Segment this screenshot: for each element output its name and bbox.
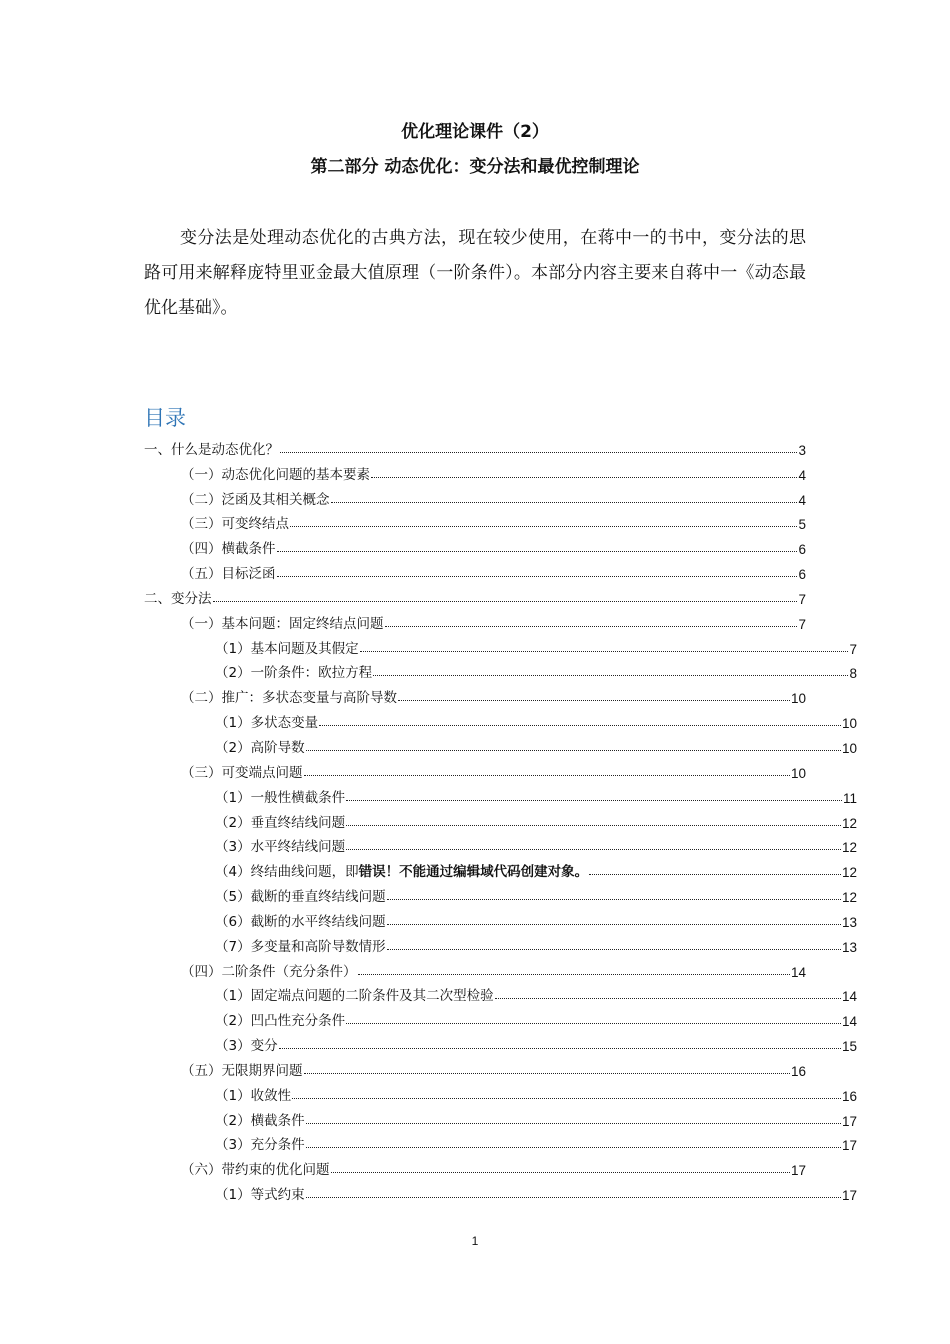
toc-entry-label: （2）横截条件 [215, 1112, 305, 1129]
toc-entry[interactable] [144, 955, 806, 980]
toc-leader-dots [304, 1073, 790, 1074]
toc-entry-label: （四）二阶条件（充分条件） [181, 963, 357, 980]
toc-entry-label: （二）推广：多状态变量与高阶导数 [181, 690, 397, 707]
toc-entry-page: 10 [841, 740, 857, 756]
toc-entry-page: 16 [790, 1063, 806, 1079]
toc-entry-label: （1）等式约束 [215, 1187, 305, 1204]
toc-leader-dots [306, 1123, 841, 1124]
toc-entry-page: 5 [798, 517, 806, 533]
toc-entry-label: （四）横截条件 [181, 541, 276, 558]
toc-entry-label: （2）高阶导数 [215, 739, 305, 756]
toc-entry-page: 17 [841, 1138, 857, 1154]
toc-leader-dots [495, 998, 841, 999]
toc-leader-dots [346, 800, 842, 801]
toc-leader-dots [346, 825, 841, 826]
toc-entry-label: （3）水平终结线问题 [215, 839, 346, 856]
toc-leader-dots [346, 1023, 841, 1024]
table-of-contents [144, 433, 857, 1204]
toc-entry-page: 7 [798, 591, 806, 607]
toc-leader-dots [387, 949, 841, 950]
toc-entry[interactable] [144, 657, 857, 682]
toc-entry-label: （三）可变端点问题 [181, 764, 303, 781]
toc-entry[interactable] [144, 557, 806, 582]
toc-entry-page: 12 [841, 890, 857, 906]
toc-leader-dots [387, 899, 841, 900]
toc-entry[interactable] [144, 706, 857, 731]
toc-entry-page: 17 [841, 1188, 857, 1204]
toc-entry-page: 15 [841, 1039, 857, 1055]
page-number: 1 [471, 1234, 479, 1248]
toc-leader-dots [277, 576, 798, 577]
toc-entry-label: （2）一阶条件：欧拉方程 [215, 665, 373, 682]
toc-entry-label: 一、什么是动态优化？ [144, 441, 279, 458]
toc-entry-page: 7 [798, 616, 806, 632]
toc-entry[interactable] [144, 632, 857, 657]
toc-entry-page: 17 [841, 1113, 857, 1129]
toc-heading: 目录 [144, 406, 186, 430]
toc-entry-page: 13 [841, 939, 857, 955]
toc-entry-label: （2）凹凸性充分条件 [215, 1013, 346, 1030]
toc-leader-dots [319, 725, 841, 726]
toc-entry-label: （1）一般性横截条件 [215, 789, 346, 806]
toc-entry-page: 11 [842, 790, 857, 806]
toc-entry-label: （5）截断的垂直终结线问题 [215, 889, 386, 906]
toc-entry-label: （五）目标泛函 [181, 566, 276, 583]
toc-entry[interactable] [144, 532, 806, 557]
toc-entry[interactable] [144, 508, 806, 533]
toc-entry-label: （7）多变量和高阶导数情形 [215, 938, 386, 955]
toc-entry-label: （2）垂直终结线问题 [215, 814, 346, 831]
toc-entry-label: （六）带约束的优化问题 [181, 1162, 330, 1179]
toc-leader-dots [213, 601, 798, 602]
toc-leader-dots [385, 626, 798, 627]
toc-entry-page: 12 [841, 865, 857, 881]
toc-entry-label: （1）多状态变量 [215, 715, 319, 732]
toc-entry-label: （6）截断的水平终结线问题 [215, 913, 386, 930]
toc-leader-dots [277, 551, 798, 552]
toc-entry-label: （3）变分 [215, 1038, 278, 1055]
toc-leader-dots [290, 526, 797, 527]
toc-entry-label: （4）终结曲线问题，即 [215, 864, 359, 881]
toc-leader-dots [280, 452, 797, 453]
toc-entry-page: 4 [798, 467, 806, 483]
toc-entry[interactable] [144, 433, 806, 458]
toc-leader-dots [292, 1098, 841, 1099]
toc-entry-page: 10 [841, 716, 857, 732]
toc-entry[interactable] [144, 458, 806, 483]
toc-leader-dots [398, 700, 790, 701]
toc-entry[interactable] [144, 1004, 857, 1029]
toc-entry-label: （二）泛函及其相关概念 [181, 491, 330, 508]
toc-entry[interactable] [144, 582, 806, 607]
toc-leader-dots [304, 775, 790, 776]
toc-entry-page: 8 [849, 666, 857, 682]
toc-leader-dots [279, 1048, 841, 1049]
toc-entry-page: 6 [798, 542, 806, 558]
toc-entry-label: （1）基本问题及其假定 [215, 640, 359, 657]
toc-entry-page: 10 [790, 765, 806, 781]
toc-entry[interactable] [144, 980, 857, 1005]
toc-entry-error-text: 错误！不能通过编辑域代码创建对象。 [358, 864, 589, 881]
toc-entry-label: （一）基本问题：固定终结点问题 [181, 615, 384, 632]
toc-entry[interactable] [144, 1129, 857, 1154]
toc-entry[interactable] [144, 607, 806, 632]
toc-entry[interactable] [144, 1153, 806, 1178]
toc-leader-dots [306, 750, 841, 751]
toc-entry[interactable] [144, 1104, 857, 1129]
toc-entry[interactable] [144, 781, 857, 806]
toc-entry-page: 3 [798, 442, 806, 458]
toc-entry-page: 10 [790, 691, 806, 707]
toc-entry-label: 二、变分法 [144, 590, 212, 607]
toc-leader-dots [589, 874, 841, 875]
toc-entry-label: （五）无限期界问题 [181, 1062, 303, 1079]
toc-entry-page: 7 [849, 641, 857, 657]
toc-entry[interactable] [144, 731, 857, 756]
toc-entry-page: 14 [841, 1014, 857, 1030]
toc-entry[interactable] [144, 1178, 857, 1203]
toc-entry-page: 17 [790, 1163, 806, 1179]
toc-entry-page: 12 [841, 815, 857, 831]
toc-leader-dots [331, 502, 798, 503]
toc-entry[interactable] [144, 831, 857, 856]
toc-entry[interactable] [144, 930, 857, 955]
toc-entry[interactable] [144, 1079, 857, 1104]
document-subtitle: 第二部分 动态优化：变分法和最优控制理论 [310, 157, 640, 177]
toc-entry[interactable] [144, 1029, 857, 1054]
toc-entry[interactable] [144, 1054, 806, 1079]
toc-entry-label: （1）收敛性 [215, 1087, 292, 1104]
toc-entry[interactable] [144, 905, 857, 930]
toc-entry[interactable] [144, 483, 806, 508]
toc-leader-dots [387, 924, 841, 925]
toc-entry[interactable] [144, 756, 806, 781]
toc-entry-page: 4 [798, 492, 806, 508]
document-title: 优化理论课件（2） [401, 122, 549, 142]
toc-leader-dots [346, 849, 841, 850]
toc-entry[interactable] [144, 806, 857, 831]
toc-leader-dots [306, 1197, 841, 1198]
toc-entry-page: 16 [841, 1088, 857, 1104]
toc-entry-label: （三）可变终结点 [181, 516, 289, 533]
toc-leader-dots [358, 974, 790, 975]
toc-entry-page: 14 [790, 964, 806, 980]
toc-entry-label: （一）动态优化问题的基本要素 [181, 466, 370, 483]
toc-leader-dots [306, 1147, 841, 1148]
toc-entry-page: 6 [798, 567, 806, 583]
toc-leader-dots [371, 477, 797, 478]
toc-entry-label: （1）固定端点问题的二阶条件及其二次型检验 [215, 988, 494, 1005]
toc-leader-dots [373, 675, 848, 676]
toc-entry-page: 12 [841, 840, 857, 856]
toc-entry-label: （3）充分条件 [215, 1137, 305, 1154]
toc-entry-page: 14 [841, 989, 857, 1005]
toc-leader-dots [360, 651, 849, 652]
toc-entry-page: 13 [841, 914, 857, 930]
toc-entry[interactable] [144, 681, 806, 706]
intro-paragraph: 变分法是处理动态优化的古典方法，现在较少使用，在蒋中一的书中，变分法的思路可用来解释庞特里亚金最大值原理（一阶条件）。本部分内容主要来自蒋中一《动态最优化基础》。 [144, 228, 806, 318]
toc-entry[interactable] [144, 880, 857, 905]
toc-leader-dots [331, 1172, 790, 1173]
toc-entry[interactable] [144, 855, 857, 880]
